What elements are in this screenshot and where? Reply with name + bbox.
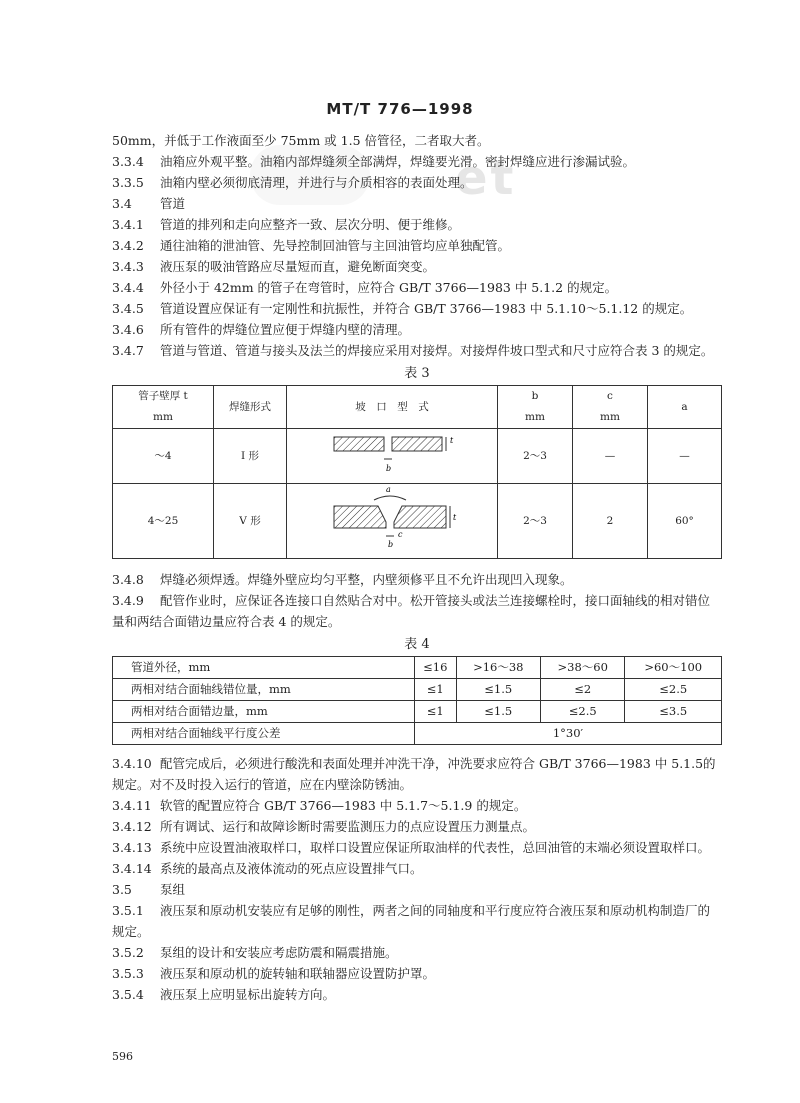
clause-text: 泵组 [160,882,186,897]
paragraph [112,277,722,298]
table3-caption: 表 3 [404,366,430,381]
clause-number: 3.3.4 [112,154,144,169]
table-cell: >60～100 [625,657,722,679]
fig2-label-c: c [398,530,403,539]
t3-header-a: a [648,386,722,429]
clause-text: 管道与管道、管道与接头及法兰的焊接应采用对接焊。对接焊件坡口型式和尺寸应符合表 3 的规定。 [160,343,714,358]
t3-r1-c: — [573,429,648,484]
table-cell: ≤1 [415,679,457,701]
clause-text: 50mm，并低于工作液面至少 75mm 或 1.5 倍管径，二者取大者。 [112,133,490,148]
t3-header-thickness [113,386,214,429]
t3-h-b-unit: mm [525,411,545,423]
table-cell: ≤16 [415,657,457,679]
table-cell: >38～60 [541,657,625,679]
clause-number: 3.4.6 [112,322,144,337]
t3-r1-figure [287,429,498,484]
fig1-label-t: t [450,436,454,445]
clause-number: 3.5.2 [112,945,144,960]
fig2-label-b: b [388,540,394,549]
clause-number: 3.5.3 [112,966,144,981]
paragraph [112,753,722,795]
paragraph [112,130,722,151]
clause-text: 通往油箱的泄油管、先导控制回油管与主回油管均应单独配管。 [160,238,511,253]
clause-text: 管道设置应保证有一定刚性和抗振性，并符合 GB/T 3766—1983 中 5.1.10～5.1.12 的规定。 [160,301,693,316]
clause-number: 3.4.7 [112,343,144,358]
clause-text: 系统中应设置油液取样口，取样口设置应保证所取油样的代表性，总回油管的末端必须设置取样口。 [160,840,711,855]
clause-number: 3.4.12 [112,819,152,834]
t3-header-form: 焊缝形式 [214,386,287,429]
paragraph [112,151,722,172]
fig2-label-a: a [386,485,391,494]
clause-text: 外径小于 42mm 的管子在弯管时，应符合 GB/T 3766—1983 中 5.1.2 的规定。 [160,280,618,295]
table-row [113,679,722,701]
clause-text: 液压泵的吸油管路应尽量短而直，避免断面突变。 [160,259,436,274]
fig1-label-b: b [386,464,392,473]
table-cell: ≤2.5 [625,679,722,701]
table-row [113,657,722,679]
clause-number: 3.5 [112,882,132,897]
table-4 [112,656,722,745]
clause-text: 所有管件的焊缝位置应便于焊缝内壁的清理。 [160,322,411,337]
t3-r1-b: 2～3 [498,429,573,484]
table-cell: 两相对结合面错边量，mm [113,701,415,723]
clause-number: 3.4.10 [112,756,152,771]
clause-text: 液压泵和原动机安装应有足够的刚性，两者之间的同轴度和平行度应符合液压泵和原动机构制造厂的规定。 [112,903,711,939]
t3-r2-t: 4～25 [113,484,214,559]
clause-text: 液压泵和原动机的旋转轴和联轴器应设置防护罩。 [160,966,436,981]
clause-number: 3.5.4 [112,987,144,1002]
clause-number: 3.4.4 [112,280,144,295]
paragraph [112,569,722,590]
t3-r1-a: — [648,429,722,484]
t3-h-b: b [531,390,539,402]
table4-caption: 表 4 [404,637,430,652]
table-cell: 管道外径，mm [113,657,415,679]
clause-number: 3.4.1 [112,217,144,232]
clause-number: 3.5.1 [112,903,144,918]
paragraph [112,837,722,858]
clause-text: 液压泵上应明显标出旋转方向。 [160,987,336,1002]
paragraph [112,214,722,235]
table-cell: ≤2 [541,679,625,701]
t4-last-value: 1°30′ [415,723,722,745]
paragraph [112,942,722,963]
t3-r2-b: 2～3 [498,484,573,559]
clause-number: 3.4.2 [112,238,144,253]
paragraph [112,858,722,879]
paragraph [112,879,722,900]
table-cell: ≤3.5 [625,701,722,723]
table-cell: ≤1 [415,701,457,723]
section-c [112,753,722,1005]
clause-text: 软管的配置应符合 GB/T 3766—1983 中 5.1.7～5.1.9 的规定。 [160,798,527,813]
clause-text: 配管完成后，必须进行酸洗和表面处理并冲洗干净，冲洗要求应符合 GB/T 3766—1983 中 5.1.5的规定。对不及时投入运行的管道，应在内壁涂防锈油。 [112,756,716,792]
t3-r1-t: ～4 [113,429,214,484]
table-row [113,701,722,723]
paragraph [112,193,722,214]
t3-h-label: 管子壁厚 t [138,390,188,402]
clause-text: 泵组的设计和安装应考虑防震和隔震措施。 [160,945,398,960]
table-cell: ≤1.5 [456,701,540,723]
fig2-label-t: t [453,513,457,522]
t3-r2-a: 60° [648,484,722,559]
t3-h-unit: mm [153,411,173,423]
t4-last-label: 两相对结合面轴线平行度公差 [113,723,415,745]
t3-header-groove: 坡 口 型 式 [287,386,498,429]
clause-number: 3.4.9 [112,593,144,608]
paragraph [112,963,722,984]
clause-number: 3.4.5 [112,301,144,316]
clause-number: 3.4 [112,196,132,211]
clause-number: 3.4.11 [112,798,152,813]
paragraph [112,172,722,193]
paragraph [112,298,722,319]
paragraph [112,256,722,277]
clause-number: 3.4.13 [112,840,152,855]
clause-text: 管道 [160,196,186,211]
paragraph [112,340,722,361]
watermark-text: et [455,150,517,206]
clause-text: 配管作业时，应保证各连接口自然贴合对中。松开管接头或法兰连接螺栓时，接口面轴线的相对错位量和两结合面错边量应符合表 4 的规定。 [112,593,711,629]
section-a [112,130,722,361]
v-groove-figure [322,484,462,550]
i-groove-figure [322,429,462,475]
table-3 [112,385,722,559]
clause-number: 3.4.14 [112,861,152,876]
clause-text: 系统的最高点及液体流动的死点应设置排气口。 [160,861,423,876]
table-cell: 两相对结合面轴线错位量，mm [113,679,415,701]
t3-r2-figure [287,484,498,559]
page-number: 596 [112,1050,133,1063]
clause-text: 焊缝必须焊透。焊缝外壁应均匀平整，内壁须修平且不允许出现凹入现象。 [160,572,573,587]
clause-number: 3.4.8 [112,572,144,587]
table-cell: ≤2.5 [541,701,625,723]
clause-text: 所有调试、运行和故障诊断时需要监测压力的点应设置压力测量点。 [160,819,536,834]
paragraph [112,816,722,837]
table-cell: ≤1.5 [456,679,540,701]
paragraph [112,590,722,632]
paragraph [112,319,722,340]
page-header: MT/T 776—1998 [326,100,474,118]
paragraph [112,235,722,256]
t3-r2-c: 2 [573,484,648,559]
paragraph [112,795,722,816]
t3-header-b [498,386,573,429]
paragraph [112,984,722,1005]
clause-number: 3.3.5 [112,175,144,190]
t3-h-c-unit: mm [600,411,620,423]
clause-number: 3.4.3 [112,259,144,274]
paragraph [112,900,722,942]
t3-r2-form: V 形 [214,484,287,559]
t3-r1-form: I 形 [214,429,287,484]
table-cell: >16～38 [456,657,540,679]
section-b [112,569,722,632]
clause-text: 油箱内壁必须彻底清理，并进行与介质相容的表面处理。 [160,175,473,190]
clause-text: 管道的排列和走向应整齐一致、层次分明、便于维修。 [160,217,461,232]
document-body [112,130,722,1005]
clause-text: 油箱应外观平整。油箱内部焊缝须全部满焊，焊缝要光滑。密封焊缝应进行渗漏试验。 [160,154,636,169]
t3-header-c [573,386,648,429]
t3-h-c: c [607,390,613,402]
